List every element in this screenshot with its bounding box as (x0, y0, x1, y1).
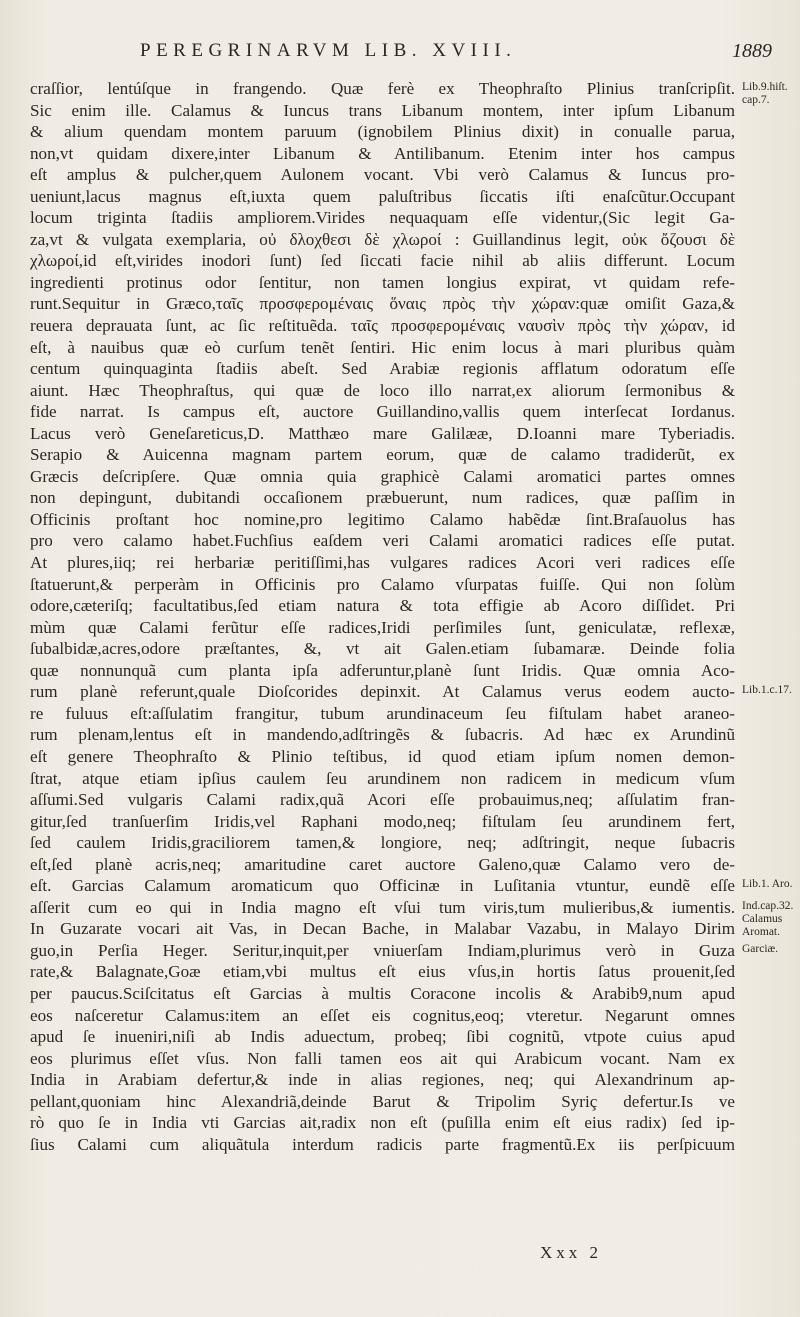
text-line: runt.Sequitur in Græco,ταῖς προσφερομέναις ὅναις πρὸς τὴν χώραν:quæ omiſit Gaza,& (30, 294, 735, 314)
text-line: non,vt quidam dixere,inter Libanum & Antilibanum. Etenim inter hos campus (30, 143, 735, 163)
text-line: gitur,ſed tranſuerſim Iridis,vel Raphani modo,neq; fiſtulam ſeu arundinem fert, (30, 811, 735, 831)
text-line: eſt,ſed planè acris,neq; amaritudine caret auctore Galeno,quæ Calamo vero de- (30, 854, 735, 874)
text-line: rate,& Balagnate,Goæ etiam,vbi multus eſt eius vſus,in hortis ſatus prouenit,ſed (30, 962, 735, 982)
marginal-note: Lib.9.hiſt. cap.7. (742, 81, 788, 106)
text-line: aſſerit cum eo qui in India magno eſt vſui tum viris,tum mulieribus,& iumentis. (30, 897, 735, 917)
text-line: mùm quæ Calami ferũtur eſſe radices,Iridi perſimiles ſunt, geniculatæ, reflexæ, (30, 617, 735, 637)
text-line: locum triginta ſtadiis ampliorem.Virides nequaquam eſſe videntur,(Sic legit Ga- (30, 208, 735, 228)
text-line: eſt. Garcias Calamum aromaticum quo Officinæ in Luſitania vtuntur, eundẽ eſſe (30, 876, 735, 896)
text-line: India in Arabiam defertur,& inde in alias regiones, neq; qui Alexandrinum ap- (30, 1070, 735, 1090)
marginal-note: Lib.1. Aro. (742, 878, 793, 891)
marginal-note: Garciæ. (742, 943, 779, 955)
text-line: per paucus.Sciſcitatus eſt Garcias à multis Coracone incolis & Arabib9,num apud (30, 983, 735, 1003)
main-text (30, 78, 735, 1155)
text-line: ſius Calami cum aliquãtula interdum radicis parte fragmentũ.Ex iis perſpicuum (30, 1134, 735, 1154)
text-line: re fuluus eſt:aſſulatim frangitur, tubum arundinaceum ſeu fiſtulam habet araneo- (30, 703, 735, 723)
marginal-note: Ind.cap.32. Calamus Aromat. (742, 899, 794, 938)
text-line: aſſumi.Sed vulgaris Calami radix,quã Acori eſſe probauimus,neq; aſſulatim fran- (30, 790, 735, 810)
text-line: ueniunt,lacus magnus eſt,iuxta quem paluſtribus ſiccatis iſti enaſcũtur.Occupant (30, 186, 735, 206)
text-line: & alium quendam montem paruum (ignobilem Plinius dixit) in conualle parua, (30, 122, 735, 142)
text-line: pellant,quoniam hinc Alexandriã,deinde Barut & Tripolim Syriç defertur.Is ve (30, 1091, 735, 1111)
text-line: eſt, à nauibus quæ eò curſum tenẽt ſentiri. Hic enim locus à mari pluribus quàm (30, 337, 735, 357)
text-line: aiunt. Hæc Theophraſtus, qui quæ de loco illo narrat,ex aliorum ſermonibus & (30, 380, 735, 400)
page-header (140, 40, 780, 70)
text-line: Lacus verò Geneſareticus,D. Matthæo mare Galilææ, D.Ioanni mare Tyberiadis. (30, 423, 735, 443)
text-line: odore,cæteriſq; facultatibus,ſed etiam natura & tota effigie ab Acoro diſſidet. Pri (30, 596, 735, 616)
text-line: Serapio & Auicenna magnam partem eorum, quæ de calamo tradiderũt, ex (30, 445, 735, 465)
text-line: rum plenam,lentus eſt in mandendo,adſtringẽs & ſubacris. Ad hæc ex Arundinũ (30, 725, 735, 745)
text-line: ſed caulem Iridis,graciliorem tamen,& longiore, neq; adſtringit, neque ſubacris (30, 833, 735, 853)
text-line: ingredienti protinus odor ſentitur, non tamen longius expirat, vt quidam refe- (30, 272, 735, 292)
marginal-note: Lib.1.c.17. (742, 684, 792, 697)
text-line: rò quo ſe in India vti Garcias ait,radix non eſt (puſilla enim eſt eius radix) ſed ip- (30, 1113, 735, 1133)
text-line: χλωροί,id eſt,virides inodori ſunt) ſed ſiccati facie nihil ab aliis differunt. Locum (30, 251, 735, 271)
text-line: pro vero calamo habet.Fuchſius eaſdem veri Calami aromatici radices eſſe putat. (30, 531, 735, 551)
text-line: ſtrat, atque etiam ipſius caulem ſeu arundinem non radicem in medicum vſum (30, 768, 735, 788)
signature-mark: Xxx 2 (540, 1243, 603, 1262)
text-line: fide narrat. Is campus eſt, auctore Guillandino,vallis quem interſecat Iordanus. (30, 402, 735, 422)
text-line: non depingunt, dubitandi occaſionem præbuerunt, num radices, quæ paſſim in (30, 488, 735, 508)
text-line: apud ſe inueniri,niſi ab Indis aduectum, probeq; ſibi cognitũ, vtpote cuius apud (30, 1027, 735, 1047)
text-line: za,vt & vulgata exemplaria, οὐ δλοχθεσι δὲ χλωροί : Guillandinus legit, οὐκ ὄζουσι δὲ (30, 229, 735, 249)
text-line: rum planè referunt,quale Dioſcorides depinxit. At Calamus verus eodem aucto- (30, 682, 735, 702)
text-line: reuera deprauata ſunt, ac ſic reſtituẽda. ταῖς προσφερομέναις ναυσὶν πρὸς τὴν χώραν, id (30, 316, 735, 336)
text-line: In Guzarate vocari ait Vas, in Decan Bache, in Malabar Vazabu, in Malayo Dirim (30, 919, 735, 939)
folio-number: 1889 (732, 40, 772, 62)
text-line: eſt amplus & pulcher,quem Aulonem vocant. Vbi verò Calamus & Iuncus pro- (30, 165, 735, 185)
text-line: Officinis proſtant hoc nomine,pro legitimo Calamo habẽdæ ſint.Braſauolus has (30, 509, 735, 529)
text-line: Sic enim ille. Calamus & Iuncus trans Libanum montem, inter ipſum Libanum (30, 100, 735, 120)
text-line: craſſior, lentúſque in frangendo. Quæ ferè ex Theophraſto Plinius tranſcripſit. (30, 79, 735, 98)
text-line: eſt genere Theophraſto & Plinio teſtibus, id quod etiam ipſum nomen demon- (30, 746, 735, 766)
text-line: ſubalbidæ,acres,odore præſtantes, &, vt ait Galen.etiam ſubamaræ. Deinde folia (30, 639, 735, 659)
running-title: PEREGRINARVM LIB. XVIII. (140, 40, 517, 61)
text-line: quæ nonnunquã cum planta ipſa adferuntur,planè ſunt Iridis. Quæ omnia Aco- (30, 660, 735, 680)
text-line: ſtatuerunt,& perperàm in Officinis pro Calamo vſurpatas fuiſſe. Qui non ſolùm (30, 574, 735, 594)
text-line: eos plurimus eſſet vſus. Non falli tamen eos ait qui Arabicum vocant. Nam ex (30, 1048, 735, 1068)
text-line: At plures,iiq; rei herbariæ peritiſſimi,has vulgares radices Acori veri radices eſſe (30, 553, 735, 573)
text-line: Græcis deſcripſere. Quæ omnia quia graphicè Calami aromatici partes omnes (30, 466, 735, 486)
text-line: eos naſceretur Calamus:item an eſſet eis cognitus,eoq; vteretur. Negarunt omnes (30, 1005, 735, 1025)
text-line: guo,in Perſia Heger. Seritur,inquit,per vniuerſam Indiam,plurimus verò in Guza (30, 940, 735, 960)
text-line: centum quinquaginta ſtadiis abeſt. Sed Arabiæ regionis afflatum odoratum eſſe (30, 359, 735, 379)
